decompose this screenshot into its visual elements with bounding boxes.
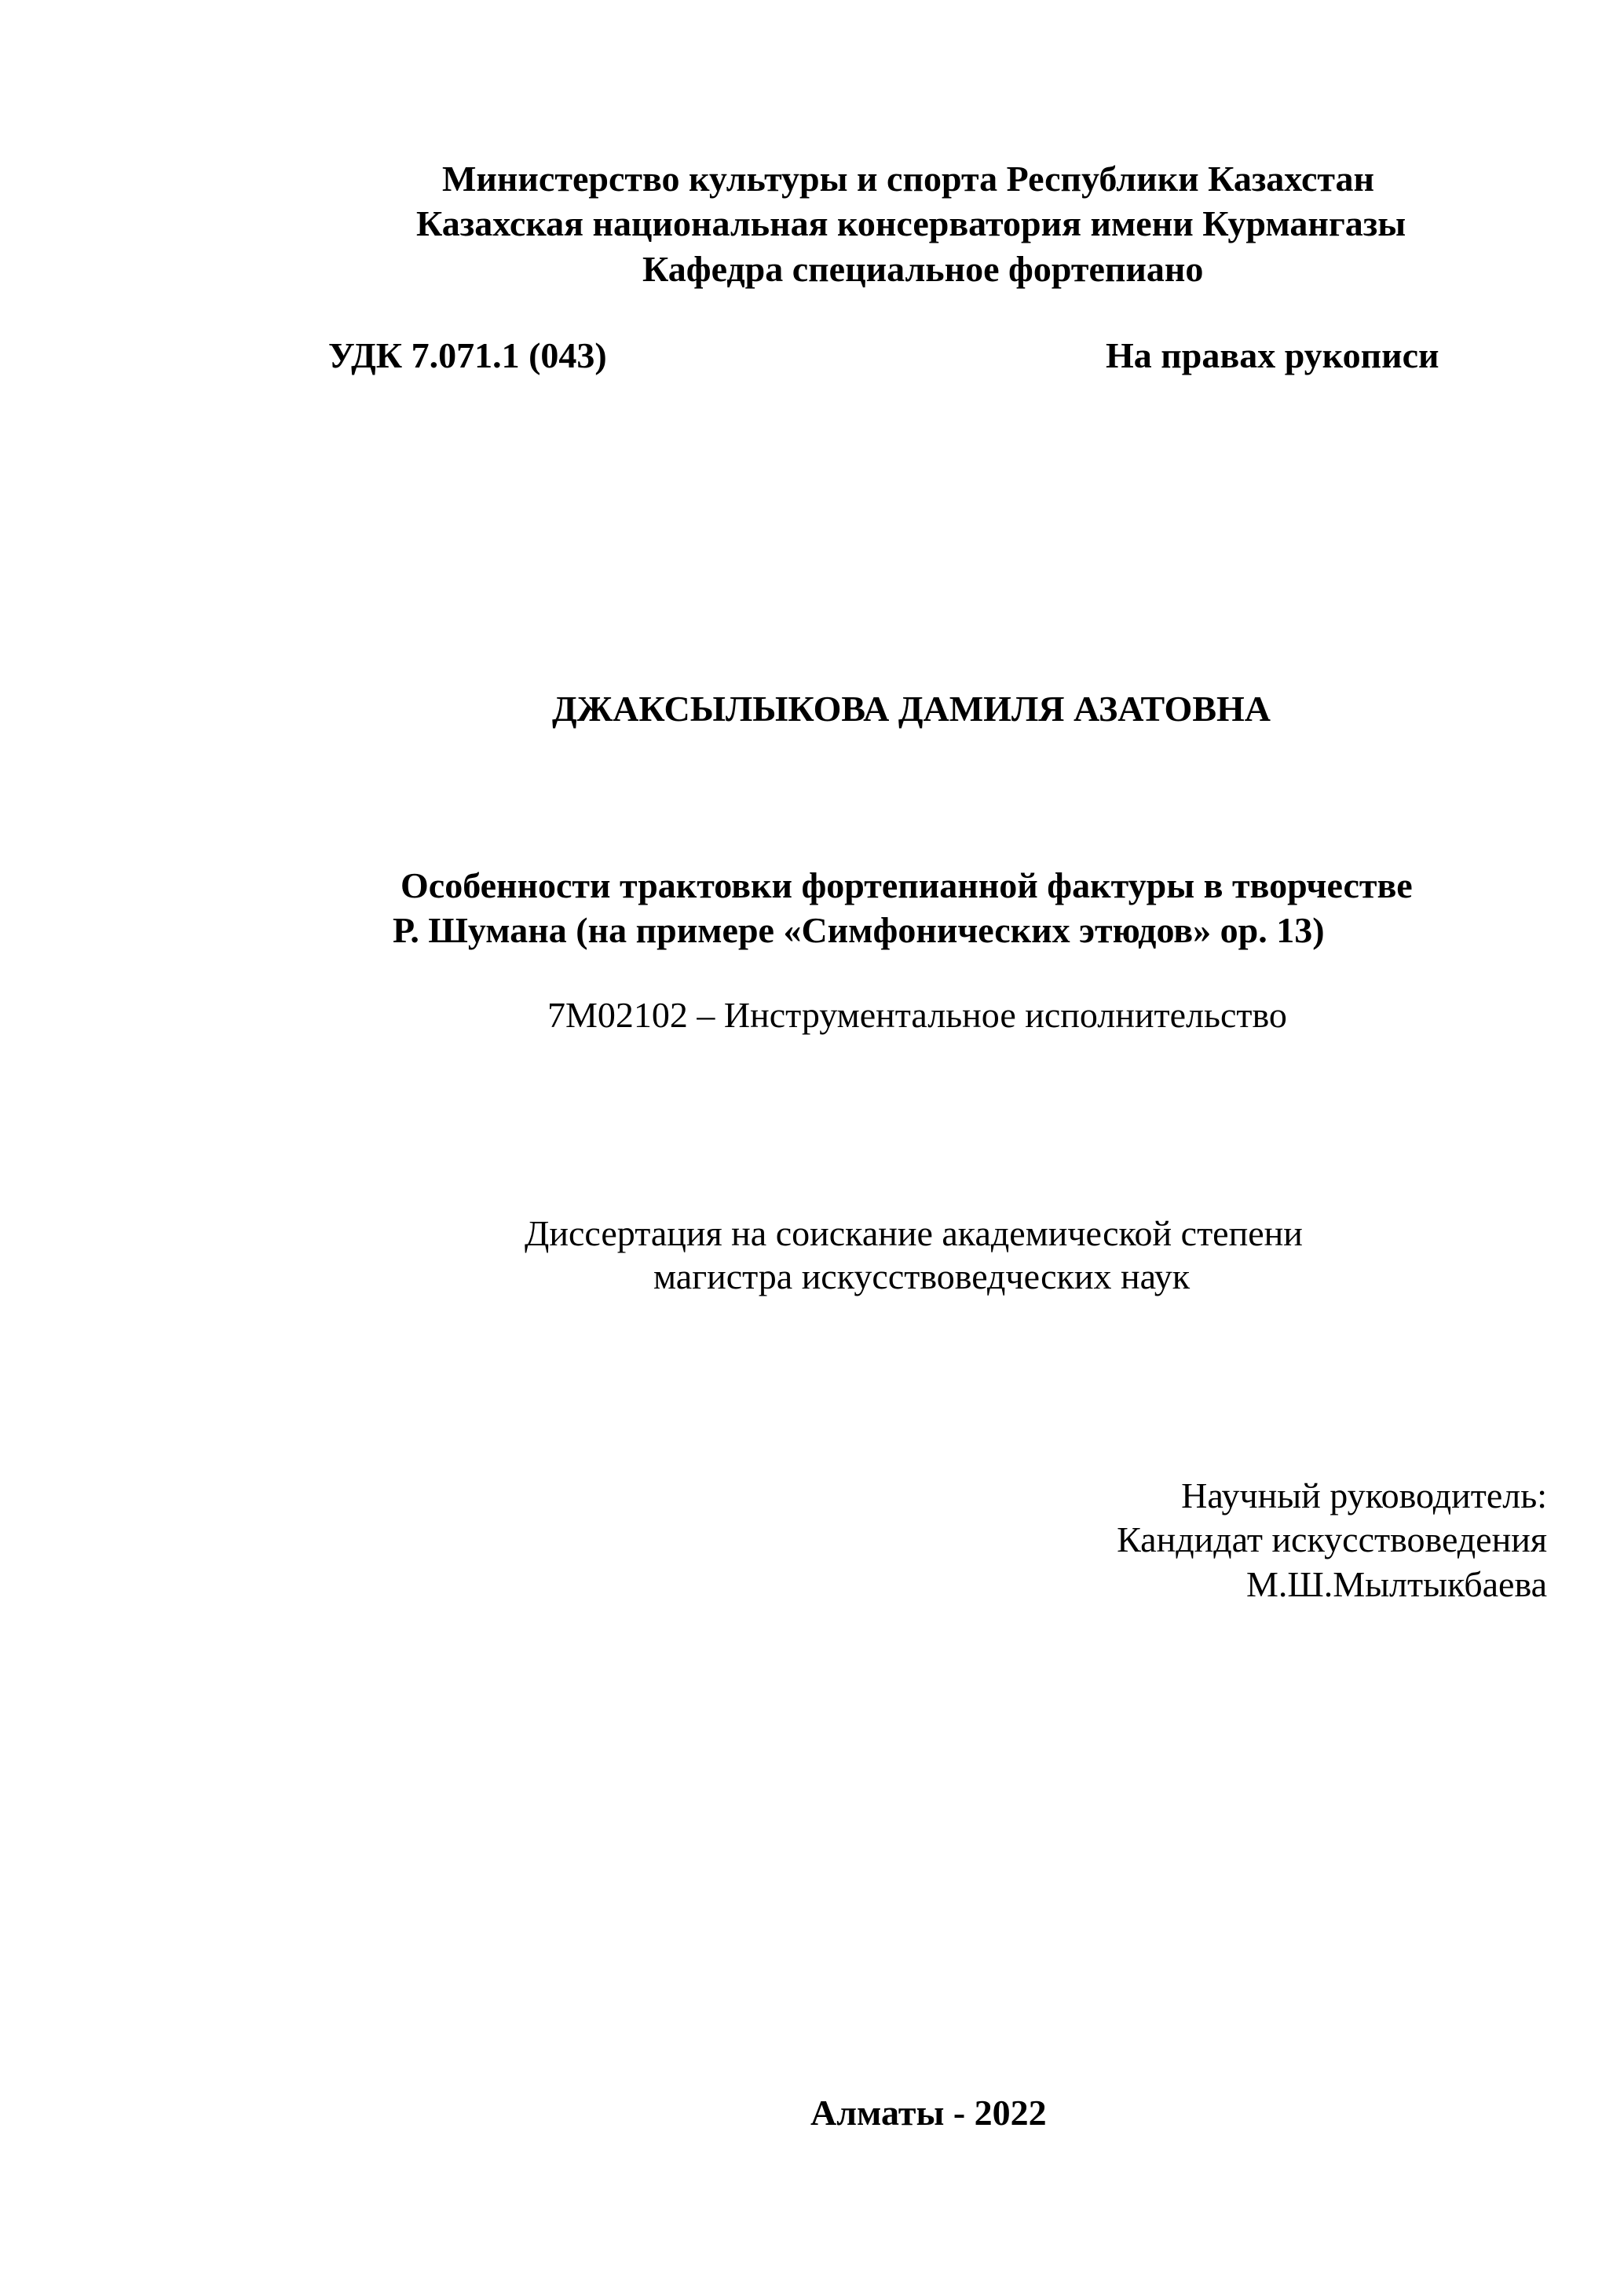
udk-code: УДК 7.071.1 (043) (328, 335, 607, 375)
supervisor-label: Научный руководитель: (1181, 1475, 1547, 1515)
degree-line-1: Диссертация на соискание академической степени (525, 1213, 1303, 1253)
thesis-title-line-1: Особенности трактовки фортепианной фактуры в творчестве (401, 865, 1413, 905)
degree-line-2: магистра искусствоведческих наук (653, 1256, 1191, 1296)
thesis-title-line-2: Р. Шумана (на примере «Симфонических этюдов» ор. 13) (393, 910, 1325, 950)
author-name: ДЖАКСЫЛЫКОВА ДАМИЛЯ АЗАТОВНА (552, 689, 1271, 729)
specialty-code: 7М02102 – Инструментальное исполнительство (547, 995, 1287, 1035)
department-line: Кафедра специальное фортепиано (642, 249, 1204, 289)
city-year: Алматы - 2022 (810, 2093, 1047, 2133)
ministry-line: Министерство культуры и спорта Республики Казахстан (442, 159, 1375, 199)
manuscript-rights: На правах рукописи (1106, 335, 1439, 375)
conservatory-line: Казахская национальная консерватория имени Курмангазы (416, 203, 1406, 243)
supervisor-name: М.Ш.Мылтыкбаева (1245, 1564, 1547, 1604)
supervisor-title: Кандидат искусствоведения (1117, 1519, 1547, 1559)
